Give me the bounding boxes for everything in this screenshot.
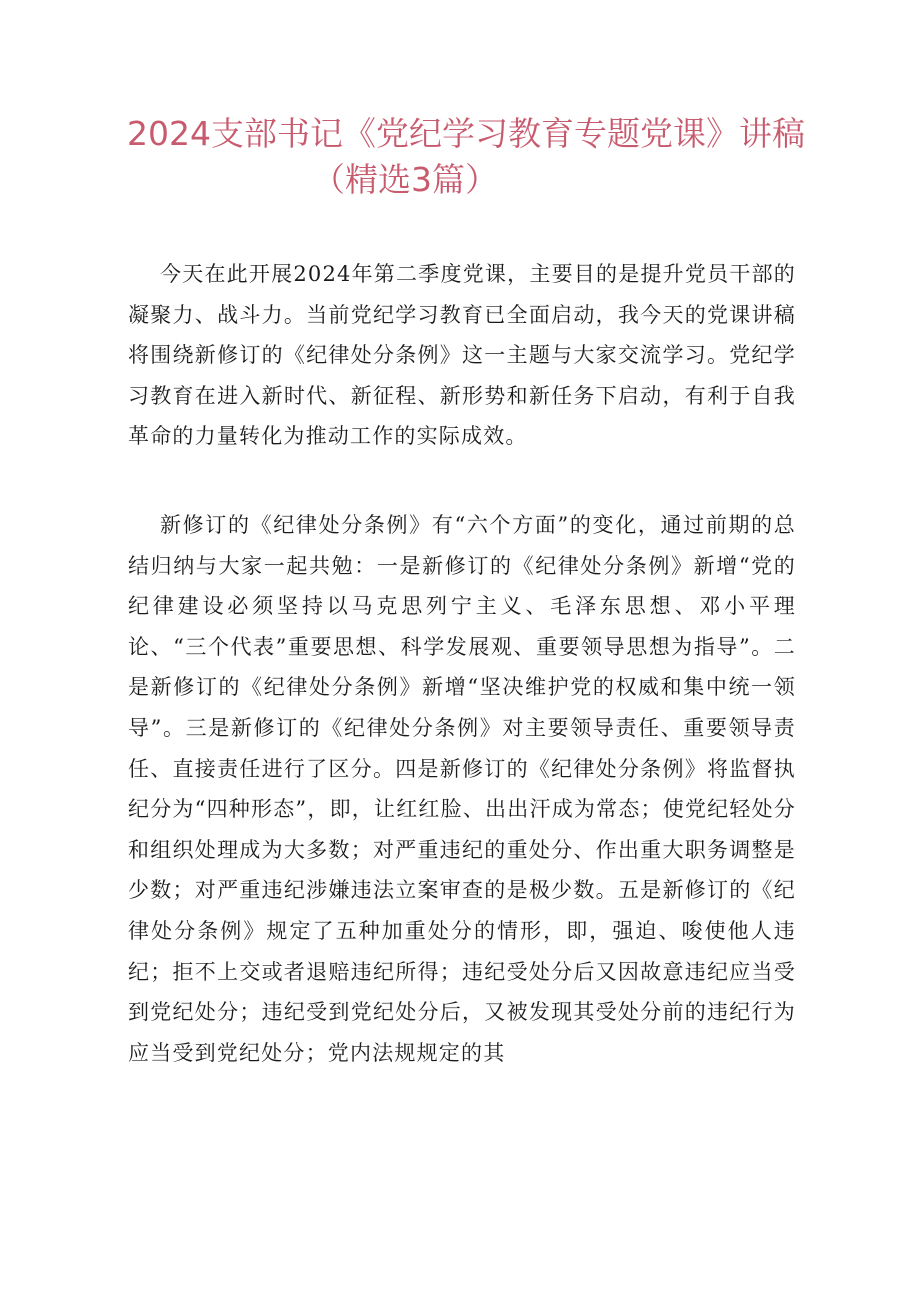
paragraph-intro: 今天在此开展2024年第二季度党课，主要目的是提升党员干部的凝聚力、战斗力。当前党纪学习教育已全面启动，我今天的党课讲稿将围绕新修订的《纪律处分条例》这一主题与大家交流学习。党纪学习教育在进入新时代、新征程、新形势和新任务下启动，有利于自我革命的力量转化为推动工作的实际成效。 bbox=[128, 262, 796, 449]
document-title-line-1: 2024支部书记《党纪学习教育专题党课》讲稿 bbox=[127, 114, 805, 153]
document-title-line-2: （精选3篇） bbox=[312, 160, 498, 199]
paragraph-six-changes: 新修订的《纪律处分条例》有“六个方面”的变化，通过前期的总结归纳与大家一起共勉：一是新修订的《纪律处分条例》新增“党的纪律建设必须坚持以马克思列宁主义、毛泽东思想、邓小平理论、“三个代表”重要思想、科学发展观、重要领导思想为指导”。二是新修订的《纪律处分条例》新增“坚决维护党的权威和集中统一领导”。三是新修订的《纪律处分条例》对主要领导责任、重要领导责任、直接责任进行了区分。四是新修订的《纪律处分条例》将监督执纪分为“四种形态”，即，让红红脸、出出汗成为常态；使党纪轻处分和组织处理成为大多数；对严重违纪的重处分、作出重大职务调整是少数；对严重违纪涉嫌违法立案审查的是极少数。五是新修订的《纪律处分条例》规定了五种加重处分的情形，即，强迫、唆使他人违纪；拒不上交或者退赔违纪所得；违纪受处分后又因故意违纪应当受到党纪处分；违纪受到党纪处分后，又被发现其受处分前的违纪行为应当受到党纪处分；党内法规规定的其 bbox=[128, 513, 796, 1065]
